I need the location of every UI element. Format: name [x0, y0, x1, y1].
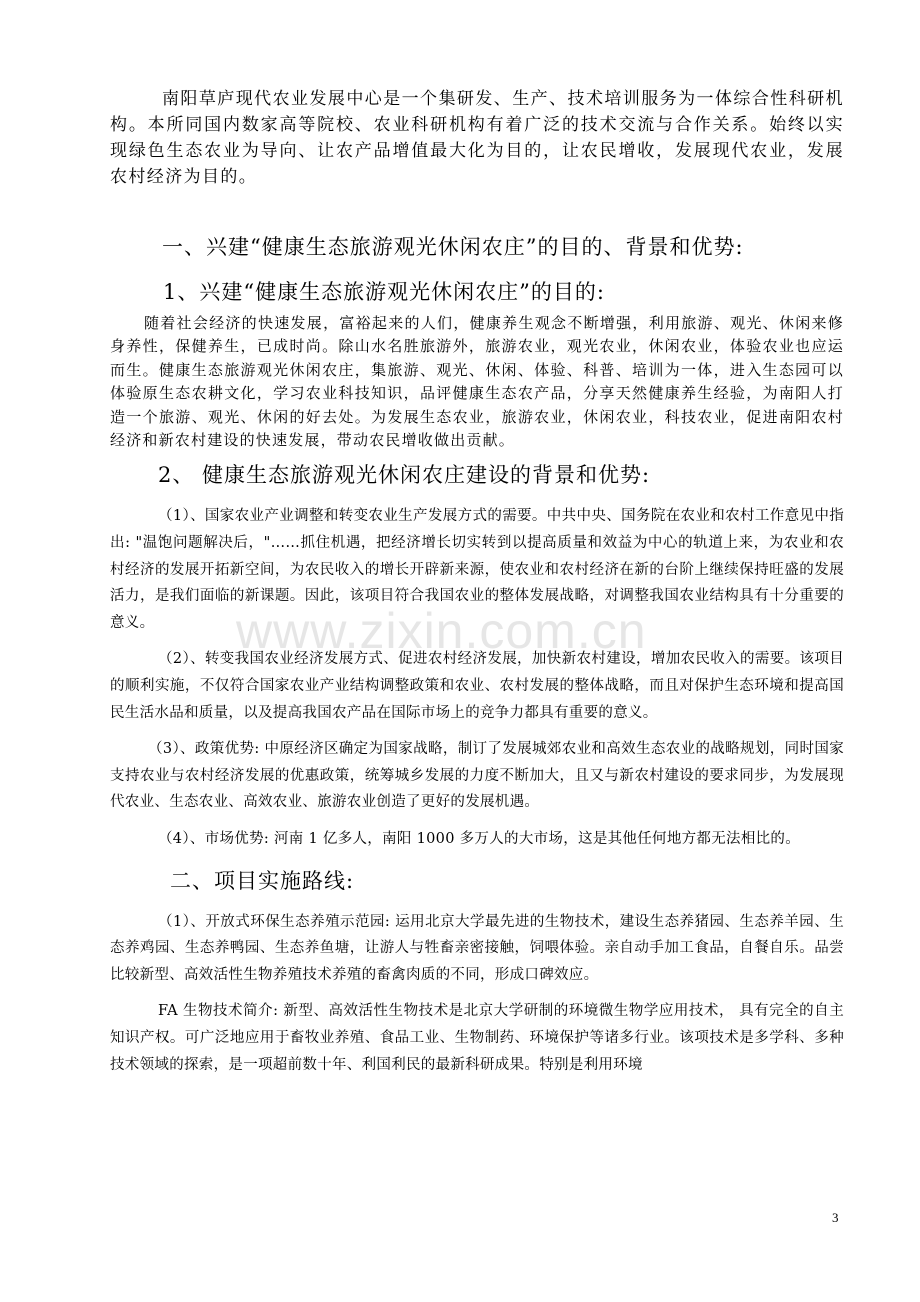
background-paragraph-1: （1）、国家农业产业调整和转变农业生产发展方式的需要。中共中央、国务院在农业和农村工作意见中指出: "温饱问题解决后，"……抓住机遇，把经济增长切实转到以提高质量和效益为中心的轨道上来，为农业和农村经济的发展开拓新空间，为农民收入的增长开辟新来源，使农业和农村经济在新的台阶上继续保持旺盛的发展活力，是我们面临的新课题。因此，该项目符合我国农业的整体发展战略，对调整我国农业结构具有十分重要的意义。 [110, 508, 844, 631]
purpose-paragraph: 随着社会经济的快速发展，富裕起来的人们，健康养生观念不断增强，利用旅游、观光、休闲来修身养性，保健养生，已成时尚。除山水名胜旅游外，旅游农业，观光农业，休闲农业，体验农业也应运而生。健康生态旅游观光休闲农庄，集旅游、观光、休闲、体验、科普、培训为一体，进入生态园可以体验原生态农耕文化，学习农业科技知识，品评健康生态农产品，分享天然健康养生经验，为南阳人打造一个旅游、观光、休闲的好去处。为发展生态农业，旅游农业，休闲农业，科技农业，促进南阳农村经济和新农村建设的快速发展，带动农民增收做出贡献。 [110, 314, 844, 450]
subsection-heading-1-2: 2、 健康生态旅游观光休闲农庄建设的背景和优势: [158, 463, 651, 488]
background-paragraph-4: （4）、市场优势: 河南 1 亿多人，南阳 1000 多万人的大市场，这是其他任何地方都无法相比的。 [158, 830, 801, 847]
background-paragraph-3: （3）、政策优势: 中原经济区确定为国家战略，制订了发展城郊农业和高效生态农业的战略规划，同时国家支持农业与农村经济发展的优惠政策，统筹城乡发展的力度不断加大，且又与新农村建设的要求同步，为发展现代农业、生态农业、高效农业、旅游农业创造了更好的发展机遇。 [110, 741, 844, 811]
background-paragraph-2: （2）、转变我国农业经济发展方式、促进农村经济发展，加快新农村建设，增加农民收入的需要。该项目的顺利实施，不仅符合国家农业产业结构调整政策和农业、农村发展的整体战略，而且对保护生态环境和提高国民生活水品和质量，以及提高我国农产品在国际市场上的竞争力都具有重要的意义。 [110, 651, 844, 721]
document-body [110, 86, 844, 1078]
section-heading-1: 一、兴建“健康生态旅游观光休闲农庄”的目的、背景和优势: [162, 235, 744, 259]
intro-paragraph: 南阳草庐现代农业发展中心是一个集研发、生产、技术培训服务为一体综合性科研机构。本所同国内数家高等院校、农业科研机构有着广泛的技术交流与合作关系。始终以实现绿色生态农业为导向、让农产品增值最大化为目的，让农民增收，发展现代农业，发展农村经济为目的。 [110, 89, 844, 187]
section-heading-2: 二、项目实施路线: [170, 868, 355, 893]
subsection-heading-1-1: 1、兴建“健康生态旅游观光休闲农庄”的目的: [163, 280, 605, 304]
watermark: www.zixin.com.cn [236, 603, 647, 659]
route-paragraph-2: FA 生物技术简介: 新型、高效活性生物技术是北京大学研制的环境微生物学应用技术， 具有完全的自主知识产权。可广泛地应用于畜牧业养殖、食品工业、生物制药、环境保护等诸多行业。该项技术是多学科、多种技术领域的探索，是一项超前数十年、利国利民的最新科研成果。特别是利用环境 [110, 1003, 844, 1073]
route-paragraph-1: （1）、开放式环保生态养殖示范园: 运用北京大学最先进的生物技术，建设生态养猪园、生态养羊园、生态养鸡园、生态养鸭园、生态养鱼塘，让游人与牲畜亲密接触，饲喂体验。亲自动手加工食品，自餐自乐。品尝比较新型、高效活性生物养殖技术养殖的畜禽肉质的不同，形成口碑效应。 [110, 913, 844, 983]
page-number: 3 [832, 1210, 839, 1225]
